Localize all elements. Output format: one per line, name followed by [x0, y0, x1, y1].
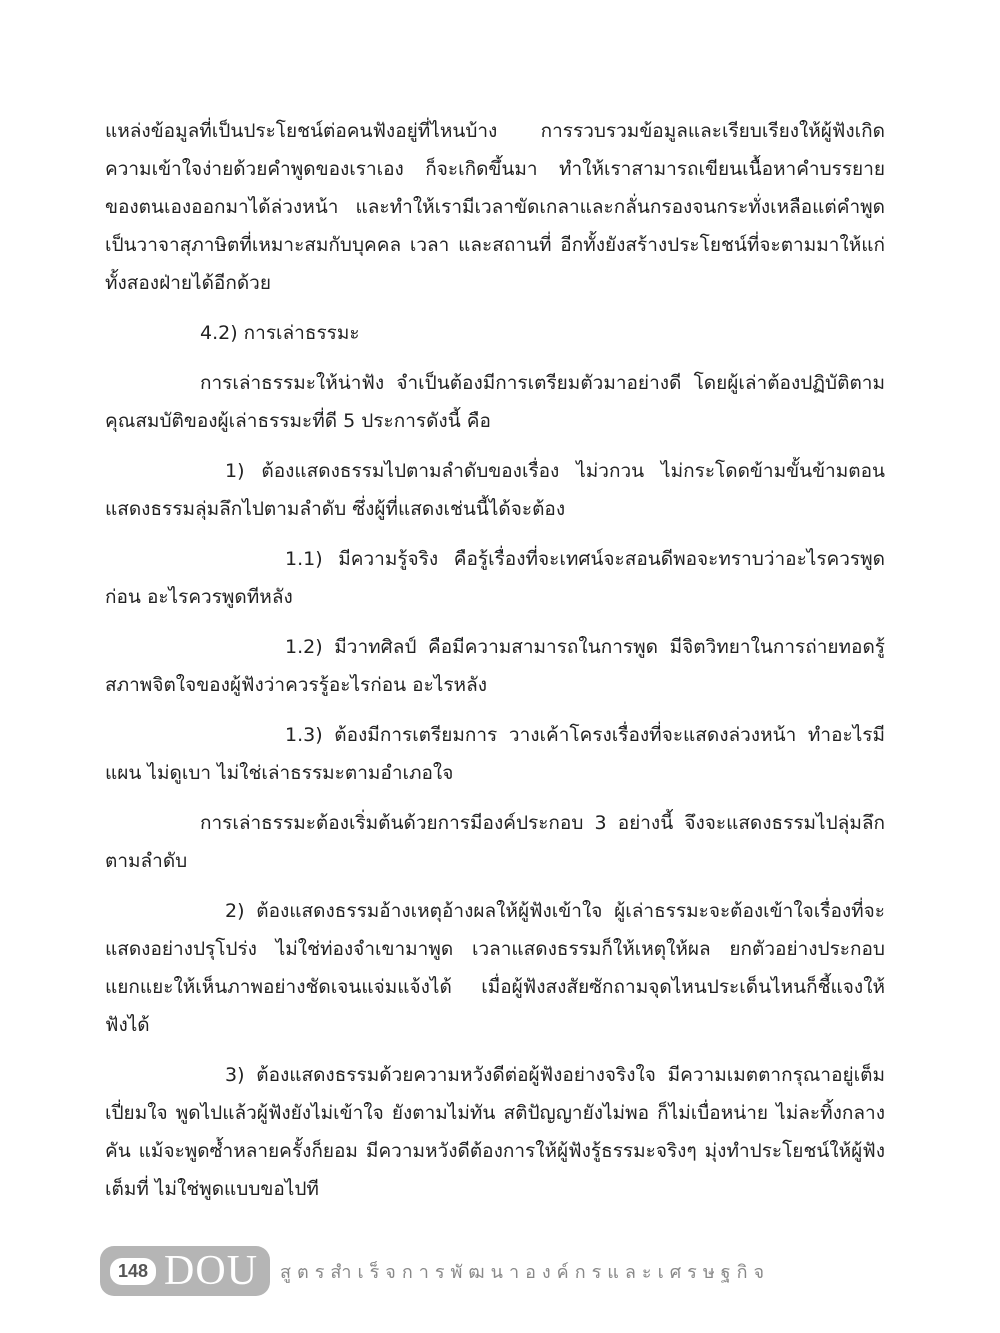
section-heading: 4.2) การเล่าธรรมะ — [200, 322, 360, 344]
footer-badge — [100, 1246, 270, 1296]
course-title: สูตรสำเร็จการพัฒนาองค์กรและเศรษฐกิจ — [280, 1261, 771, 1283]
paragraph-intro: แหล่งข้อมูลที่เป็นประโยชน์ต่อคนฟังอยู่ที่ไหนบ้าง การรวบรวมข้อมูลและเรียบเรียงให้ผู้ฟังเกิดความเข้าใจง่ายด้วยคำพูดของเราเอง ก็จะเกิดขึ้นมา ทำให้เราสามารถเขียนเนื้อหาคำบรรยายของตนเองออกมาได้ล่วงหน้า และทำให้เรามีเวลาขัดเกลาและกลั่นกรองจนกระทั่งเหลือแต่คำพูดเป็นวาจาสุภาษิตที่เหมาะสมกับบุคคล เวลา และสถานที่ อีกทั้งยังสร้างประโยชน์ที่จะตามมาให้แก่ทั้งสองฝ่ายได้อีกด้วย — [105, 120, 885, 294]
list-item: 2) ต้องแสดงธรรมอ้างเหตุอ้างผลให้ผู้ฟังเข้าใจ ผู้เล่าธรรมะจะต้องเข้าใจเรื่องที่จะแสดงอย่างปรุโปร่ง ไม่ใช่ท่องจำเขามาพูด เวลาแสดงธรรมก็ให้เหตุให้ผล ยกตัวอย่างประกอบแยกแยะให้เห็นภาพอย่างชัดเจนแจ่มแจ้งได้ เมื่อผู้ฟังสงสัยซักถามจุดไหนประเด็นไหนก็ชี้แจงให้ฟังได้ — [105, 900, 885, 1036]
sub-list-item: 1.3) ต้องมีการเตรียมการ วางเค้าโครงเรื่องที่จะแสดงล่วงหน้า ทำอะไรมีแผน ไม่ดูเบา ไม่ใช่เล่าธรรมะตามอำเภอใจ — [105, 724, 885, 784]
sub-list-item: 1.1) มีความรู้จริง คือรู้เรื่องที่จะเทศน์จะสอนดีพอจะทราบว่าอะไรควรพูดก่อน อะไรควรพูดทีหลัง — [105, 548, 885, 608]
paragraph: การเล่าธรรมะต้องเริ่มต้นด้วยการมีองค์ประกอบ 3 อย่างนี้ จึงจะแสดงธรรมไปลุ่มลึกตามลำดับ — [105, 812, 885, 872]
page-body — [105, 112, 885, 1220]
page-number: 148 — [110, 1258, 156, 1285]
page-footer — [100, 1245, 770, 1297]
dou-logo: DOU — [164, 1248, 259, 1294]
paragraph: การเล่าธรรมะให้น่าฟัง จำเป็นต้องมีการเตรียมตัวมาอย่างดี โดยผู้เล่าต้องปฏิบัติตามคุณสมบัติของผู้เล่าธรรมะที่ดี 5 ประการดังนี้ คือ — [105, 372, 885, 432]
list-item: 3) ต้องแสดงธรรมด้วยความหวังดีต่อผู้ฟังอย่างจริงใจ มีความเมตตากรุณาอยู่เต็มเปี่ยมใจ พูดไปแล้วผู้ฟังยังไม่เข้าใจ ยังตามไม่ทัน สติปัญญายังไม่พอ ก็ไม่เบื่อหน่าย ไม่ละทิ้งกลางคัน แม้จะพูดซ้ำหลายครั้งก็ยอม มีความหวังดีต้องการให้ผู้ฟังรู้ธรรมะจริงๆ มุ่งทำประโยชน์ให้ผู้ฟังเต็มที่ ไม่ใช่พูดแบบขอไปที — [105, 1064, 885, 1200]
sub-list-item: 1.2) มีวาทศิลป์ คือมีความสามารถในการพูด มีจิตวิทยาในการถ่ายทอดรู้สภาพจิตใจของผู้ฟังว่าควรรู้อะไรก่อน อะไรหลัง — [105, 636, 885, 696]
list-item: 1) ต้องแสดงธรรมไปตามลำดับของเรื่อง ไม่วกวน ไม่กระโดดข้ามขั้นข้ามตอน แสดงธรรมลุ่มลึกไปตามลำดับ ซึ่งผู้ที่แสดงเช่นนี้ได้จะต้อง — [105, 460, 885, 520]
